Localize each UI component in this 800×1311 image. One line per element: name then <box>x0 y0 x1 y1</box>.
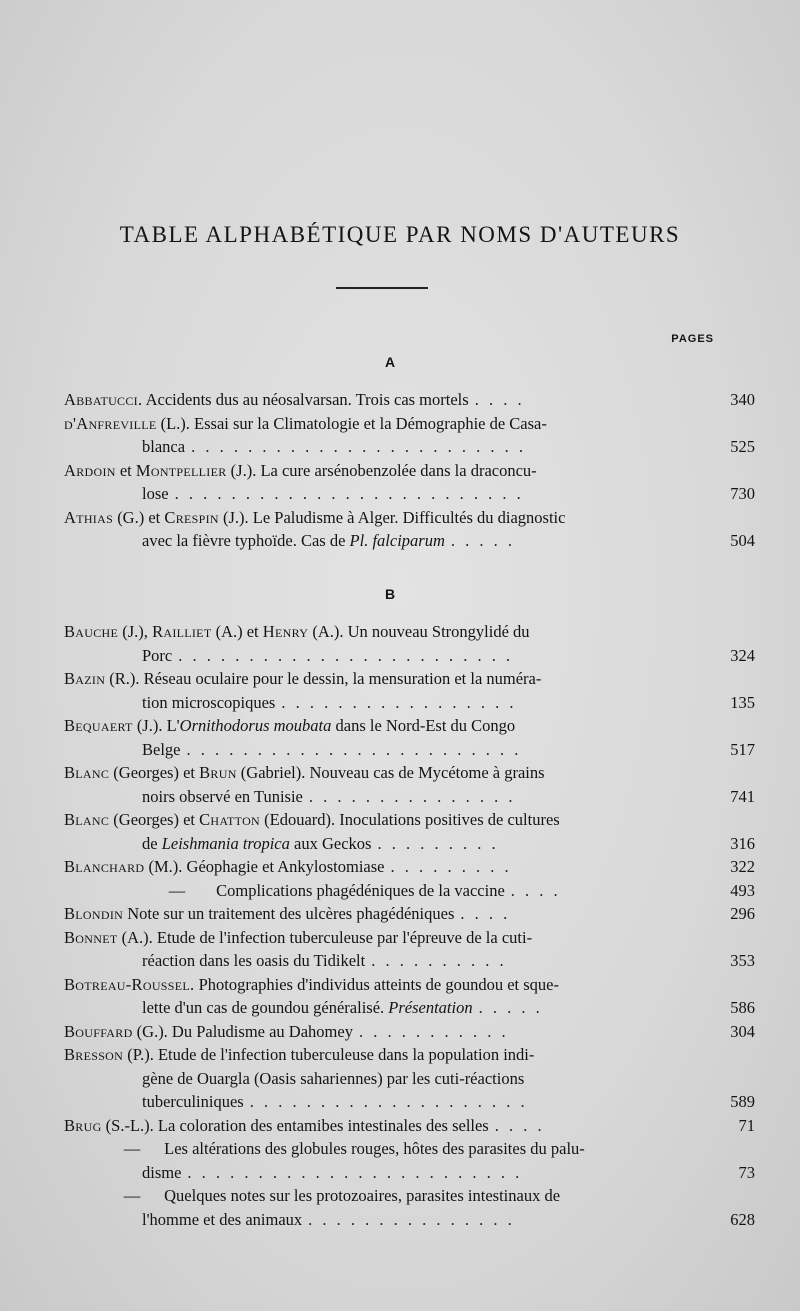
page-number: 73 <box>738 1162 755 1182</box>
page-number: 589 <box>730 1092 755 1111</box>
entry-text: (Edouard). Inoculations positives de cultures <box>260 810 560 829</box>
index-entry <box>64 1020 755 1044</box>
entry-line <box>64 926 727 950</box>
title-rule <box>336 287 428 289</box>
entry-line <box>64 738 755 762</box>
page-number: 353 <box>730 951 755 970</box>
index-entry <box>64 459 755 506</box>
dot-leader: . . . . <box>510 880 561 900</box>
entry-text: (Georges) et <box>109 763 200 782</box>
entry-text: lose <box>142 484 169 503</box>
index-entry <box>64 855 755 879</box>
dot-leader: . . . . <box>460 904 511 923</box>
author-name: Bequaert <box>64 716 133 735</box>
author-name: Bouffard <box>64 1021 133 1041</box>
entry-line <box>64 691 755 715</box>
entry-text: (S.-L.). La coloration des entamibes intestinales des selles <box>101 1115 489 1135</box>
index-entry <box>64 879 755 903</box>
entry-line <box>64 1020 755 1044</box>
author-name: Bonnet <box>64 927 118 947</box>
index-entry <box>64 808 755 855</box>
dot-leader: . . . . <box>494 1115 545 1135</box>
index-entry <box>64 714 755 761</box>
entry-text: l'homme et des animaux <box>142 1209 303 1229</box>
entry-text: Accidents dus au néosalvarsan. Trois cas mortels <box>142 390 469 409</box>
entry-line <box>64 902 755 926</box>
dot-leader: . . . . . . . . . . . . . . . . . . . . . . . . <box>187 1162 523 1182</box>
page-number: 525 <box>730 437 755 456</box>
author-name: Blanchard <box>64 857 145 876</box>
index-entry <box>64 761 755 808</box>
index-entry <box>64 620 755 667</box>
page-number: 322 <box>730 857 755 876</box>
page-number: 586 <box>730 998 755 1017</box>
pages-column-label: PAGES <box>671 333 714 345</box>
entry-text: (R.). Réseau oculaire pour le dessin, la mensuration et la numéra- <box>105 669 542 688</box>
entry-text: tuberculiniques <box>142 1092 244 1111</box>
index-entry <box>64 1043 755 1114</box>
entry-line <box>64 644 755 668</box>
entry-line <box>64 1090 755 1114</box>
index-entry <box>64 1184 755 1231</box>
entry-text: Porc <box>142 645 173 665</box>
index-entry <box>64 506 755 553</box>
entry-line <box>64 388 755 412</box>
page-number: 71 <box>738 1115 755 1135</box>
dot-leader: . . . . . . . . . . . . . . . . . . . . . . . . <box>178 645 514 665</box>
entry-line <box>64 808 727 832</box>
entry-text: (A.). Etude de l'infection tuberculeuse par l'épreuve de la cuti- <box>117 927 533 947</box>
page-title: TABLE ALPHABÉTIQUE PAR NOMS D'AUTEURS <box>119 222 681 247</box>
ditto-dash: — <box>123 1186 141 1205</box>
author-name: Abbatucci. <box>64 390 143 409</box>
author-name: Bresson <box>64 1045 124 1064</box>
entry-line <box>64 1067 727 1091</box>
dot-leader: . . . . . . . . . <box>377 833 499 853</box>
entry-line <box>64 973 727 997</box>
author-name: Railliet <box>152 622 212 641</box>
entry-line <box>64 435 755 459</box>
entry-text: (M.). Géophagie et Ankylostomiase <box>144 857 385 876</box>
dot-leader: . . . . . <box>478 998 543 1017</box>
entry-text: (G.). Du Paludisme au Dahomey <box>132 1021 353 1041</box>
entry-text: de <box>142 833 162 853</box>
entry-text: Complications phagédéniques de la vaccine <box>212 880 505 900</box>
entry-line <box>64 1114 755 1138</box>
entry-line <box>64 412 727 436</box>
entry-text: avec la fièvre typhoïde. Cas de <box>142 531 350 550</box>
entry-text: (P.). Etude de l'infection tuberculeuse dans la population indi- <box>123 1045 535 1064</box>
entry-text: et <box>115 460 136 480</box>
index-entry <box>64 388 755 412</box>
dot-leader: . . . . . . . . . . . . . . . . . <box>281 692 517 712</box>
entry-line <box>64 761 727 785</box>
index-entry <box>64 1114 755 1138</box>
dot-leader: . . . . . <box>450 531 515 550</box>
entry-line <box>64 620 727 644</box>
ditto-dash: — <box>123 1139 141 1158</box>
page-number: 296 <box>730 904 755 923</box>
entry-line <box>64 506 727 530</box>
entry-line <box>64 1161 755 1185</box>
index-entry <box>64 412 755 459</box>
entry-text: tion microscopiques <box>142 692 276 712</box>
dot-leader: . . . . . . . . . . . . . . . . . . . . . . . . <box>191 437 526 456</box>
author-name: Ardoin <box>64 460 116 480</box>
entry-line <box>64 832 755 856</box>
entry-text: réaction dans les oasis du Tidikelt <box>142 951 366 970</box>
dot-leader: . . . . <box>474 390 525 409</box>
entry-text: Note sur un traitement des ulcères phagédéniques <box>123 904 455 923</box>
ditto-dash: — <box>168 880 186 900</box>
author-name: Montpellier <box>135 460 227 480</box>
dot-leader: . . . . . . . . . . . <box>358 1021 509 1041</box>
author-name: Blondin <box>64 904 124 923</box>
entry-italic-text: Leishmania tropica <box>161 833 290 853</box>
entry-line <box>64 667 727 691</box>
entry-italic-text: Pl. falciparum <box>349 531 445 550</box>
section-a-entries <box>64 388 755 553</box>
entry-text: Belge <box>142 739 181 759</box>
author-name: Bazin <box>64 669 106 688</box>
entry-line <box>64 529 755 553</box>
entry-text: disme <box>142 1162 182 1182</box>
entry-line <box>64 855 755 879</box>
entry-text: noirs observé en Tunisie <box>142 786 303 806</box>
entry-text: (J.). La cure arsénobenzolée dans la draconcu- <box>226 460 537 480</box>
entry-text: (L.). Essai sur la Climatologie et la Démographie de Casa- <box>156 413 547 433</box>
dot-leader: . . . . . . . . . <box>390 857 512 876</box>
entry-text: (Georges) et <box>109 810 200 829</box>
dot-leader: . . . . . . . . . . <box>371 951 507 970</box>
author-name: Athias <box>64 507 114 527</box>
entry-line <box>64 949 755 973</box>
dot-leader: . . . . . . . . . . . . . . . <box>308 786 516 806</box>
page-number: 340 <box>730 390 755 409</box>
index-entry <box>64 926 755 973</box>
page-number: 741 <box>730 786 755 806</box>
author-name: Botreau-Roussel. <box>64 974 195 994</box>
page-number: 504 <box>730 531 755 550</box>
page-number: 517 <box>730 739 755 759</box>
section-letter-b: B <box>384 586 396 602</box>
entry-text: blanca <box>142 437 186 456</box>
entry-line <box>64 1184 727 1208</box>
entry-line <box>64 1208 755 1232</box>
entry-text: gène de Ouargla (Oasis sahariennes) par les cuti-réactions <box>142 1068 525 1088</box>
dot-leader: . . . . . . . . . . . . . . . <box>308 1209 515 1229</box>
section-b-entries <box>64 620 755 1231</box>
entry-line <box>64 1043 727 1067</box>
entry-line <box>64 879 755 903</box>
entry-text: (A.). Un nouveau Strongylidé du <box>308 622 530 641</box>
author-name: Crespin <box>164 507 219 527</box>
entry-line <box>64 714 727 738</box>
entry-text: aux Geckos <box>289 833 372 853</box>
entry-text: (Gabriel). Nouveau cas de Mycétome à grains <box>236 763 545 782</box>
entry-text: dans le Nord-Est du Congo <box>331 716 516 735</box>
page-number: 628 <box>730 1209 755 1229</box>
entry-line <box>64 482 755 506</box>
entry-line <box>64 459 727 483</box>
entry-text: (A.) et <box>211 622 263 641</box>
index-entry <box>64 902 755 926</box>
author-name: Blanc <box>64 763 110 782</box>
index-entry <box>64 973 755 1020</box>
author-name: Chatton <box>199 810 261 829</box>
dot-leader: . . . . . . . . . . . . . . . . . . . . . . . . <box>186 739 522 759</box>
dot-leader: . . . . . . . . . . . . . . . . . . . . <box>249 1092 528 1111</box>
index-entry <box>64 1137 755 1184</box>
entry-text: Photographies d'individus atteints de goundou et sque- <box>194 974 559 994</box>
entry-text: (J.). L' <box>132 716 180 735</box>
entry-line <box>64 785 755 809</box>
page-number: 304 <box>730 1021 755 1041</box>
author-name: Brug <box>64 1115 102 1135</box>
author-name: d'Anfreville <box>64 413 157 433</box>
entry-line <box>64 1137 727 1161</box>
section-letter-a: A <box>384 354 396 370</box>
page-number: 493 <box>730 880 755 900</box>
page-number: 135 <box>730 692 755 712</box>
author-name: Henry <box>262 622 309 641</box>
page-number: 730 <box>730 484 755 503</box>
entry-italic-text: Ornithodorus moubata <box>179 716 332 735</box>
dot-leader: . . . . . . . . . . . . . . . . . . . . . . . . . <box>174 484 524 503</box>
author-name: Bauche <box>64 622 119 641</box>
index-entry <box>64 667 755 714</box>
page-number: 316 <box>730 833 755 853</box>
entry-text: Quelques notes sur les protozoaires, parasites intestinaux de <box>160 1186 561 1205</box>
author-name: Blanc <box>64 810 110 829</box>
entry-italic-text: Présentation <box>388 998 473 1017</box>
entry-text: lette d'un cas de goundou généralisé. <box>142 998 389 1017</box>
entry-text: (J.), <box>118 622 153 641</box>
page-number: 324 <box>730 645 755 665</box>
author-name: Brun <box>199 763 237 782</box>
entry-line <box>64 996 755 1020</box>
entry-text: (G.) et <box>113 507 165 527</box>
entry-text: (J.). Le Paludisme à Alger. Difficultés du diagnostic <box>218 507 566 527</box>
entry-text: Les altérations des globules rouges, hôtes des parasites du palu- <box>160 1139 585 1158</box>
